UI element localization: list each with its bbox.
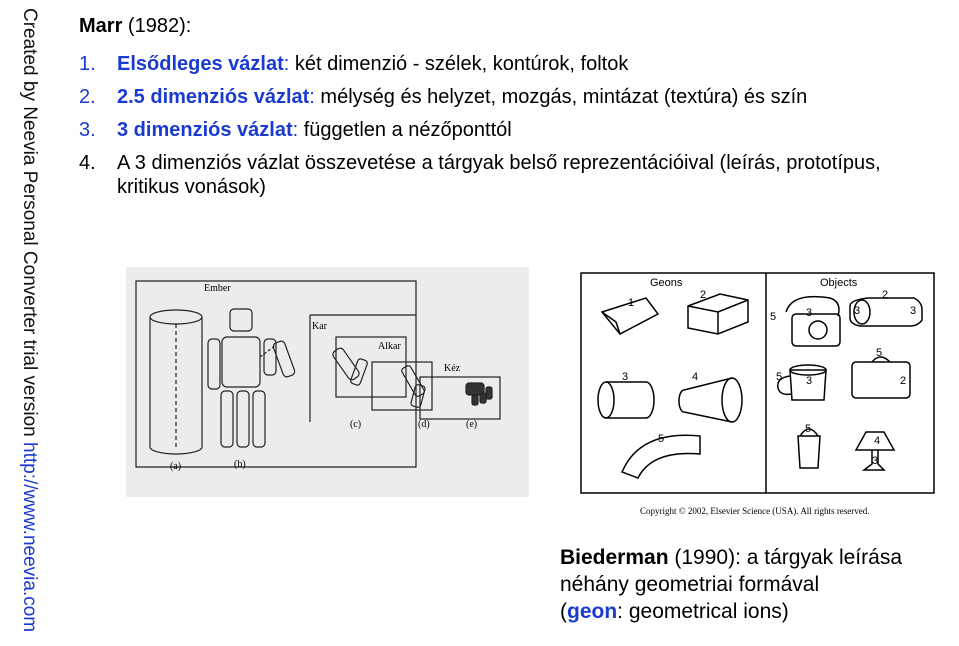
list-item: 2. 2.5 dimenziós vázlat: mélység és helyzet, mozgás, mintázat (textúra) és szín (79, 86, 808, 108)
ember-frame (136, 281, 416, 467)
item-number: 3. (79, 119, 96, 141)
object-number: 5 (805, 423, 812, 435)
list-item: 3. 3 dimenziós vázlat: független a nézőponttól (79, 119, 512, 141)
item-text: A 3 dimenziós vázlat összevetése a tárgyak belső reprezentációival (leírás, prototípus, kritikus vonások) (117, 152, 881, 198)
label-alkar: Alkar (378, 341, 401, 352)
svg-text:Created by Neevia Personal Con (19, 8, 40, 632)
item-text: független a nézőponttól (298, 119, 512, 141)
label-kez: Kéz (444, 363, 461, 374)
geons-label: Geons (650, 277, 683, 289)
object-number: 3 (872, 455, 879, 467)
title-rest: (1982): (122, 15, 192, 37)
objects-label: Objects (820, 277, 858, 289)
biederman-line3: : geometrical ions) (617, 600, 789, 623)
biederman-caption (560, 544, 955, 625)
object-number: 3 (910, 305, 917, 317)
vertical-watermark (2, 0, 40, 646)
page-title (79, 14, 191, 38)
object-number: 5 (770, 311, 777, 323)
object-number: 2 (900, 375, 907, 387)
item-number: 1. (79, 53, 96, 75)
item-term: Elsődleges vázlat (117, 53, 284, 75)
watermark-link: http://www.neevia.com (19, 442, 40, 633)
biederman-name: Biederman (560, 546, 669, 569)
geon-number: 3 (622, 371, 629, 383)
object-number: 4 (874, 435, 881, 447)
geon-number: 5 (658, 433, 665, 445)
panel-label-b: (b) (234, 459, 246, 470)
object-number: 2 (882, 289, 889, 301)
list-item (79, 151, 939, 199)
geon-number: 4 (692, 371, 699, 383)
label-ember: Ember (204, 283, 231, 294)
item-number: 4. (79, 152, 96, 174)
label-kar: Kar (312, 321, 327, 332)
panel-label-d: (d) (418, 419, 430, 430)
item-number: 2. (79, 86, 96, 108)
panel-label-a: (a) (170, 461, 182, 472)
panel-label-c: (c) (350, 419, 362, 430)
item-term: 2.5 dimenziós vázlat (117, 86, 310, 108)
geon-number: 1 (628, 297, 635, 309)
object-number: 5 (776, 371, 783, 383)
object-number: 3 (806, 307, 813, 319)
geon-number: 2 (700, 289, 707, 301)
object-number: 3 (854, 305, 861, 317)
marr-stages-list (79, 52, 939, 208)
object-number: 3 (806, 375, 813, 387)
copyright-text: Copyright © 2002, Elsevier Science (USA). All rights reserved. (640, 506, 870, 516)
biederman-line1: (1990): a tárgyak leírása (668, 546, 902, 569)
item-text: két dimenzió - szélek, kontúrok, foltok (289, 53, 629, 75)
geon-term: geon (567, 600, 618, 623)
geons-objects-figure (580, 272, 935, 494)
item-text: mélység és helyzet, mozgás, mintázat (textúra) és szín (314, 86, 808, 108)
list-item: 1. Elsődleges vázlat: két dimenzió - szélek, kontúrok, foltok (79, 53, 629, 75)
watermark-text: Created by Neevia Personal Converter trial version (19, 8, 40, 443)
object-number: 5 (876, 347, 883, 359)
marr-hierarchy-figure (126, 267, 529, 497)
biederman-line2: néhány geometriai formával (560, 573, 820, 596)
paren-open: ( (560, 600, 567, 623)
item-term: 3 dimenziós vázlat (117, 119, 293, 141)
panel-label-e: (e) (466, 419, 478, 430)
title-name: Marr (79, 15, 123, 37)
